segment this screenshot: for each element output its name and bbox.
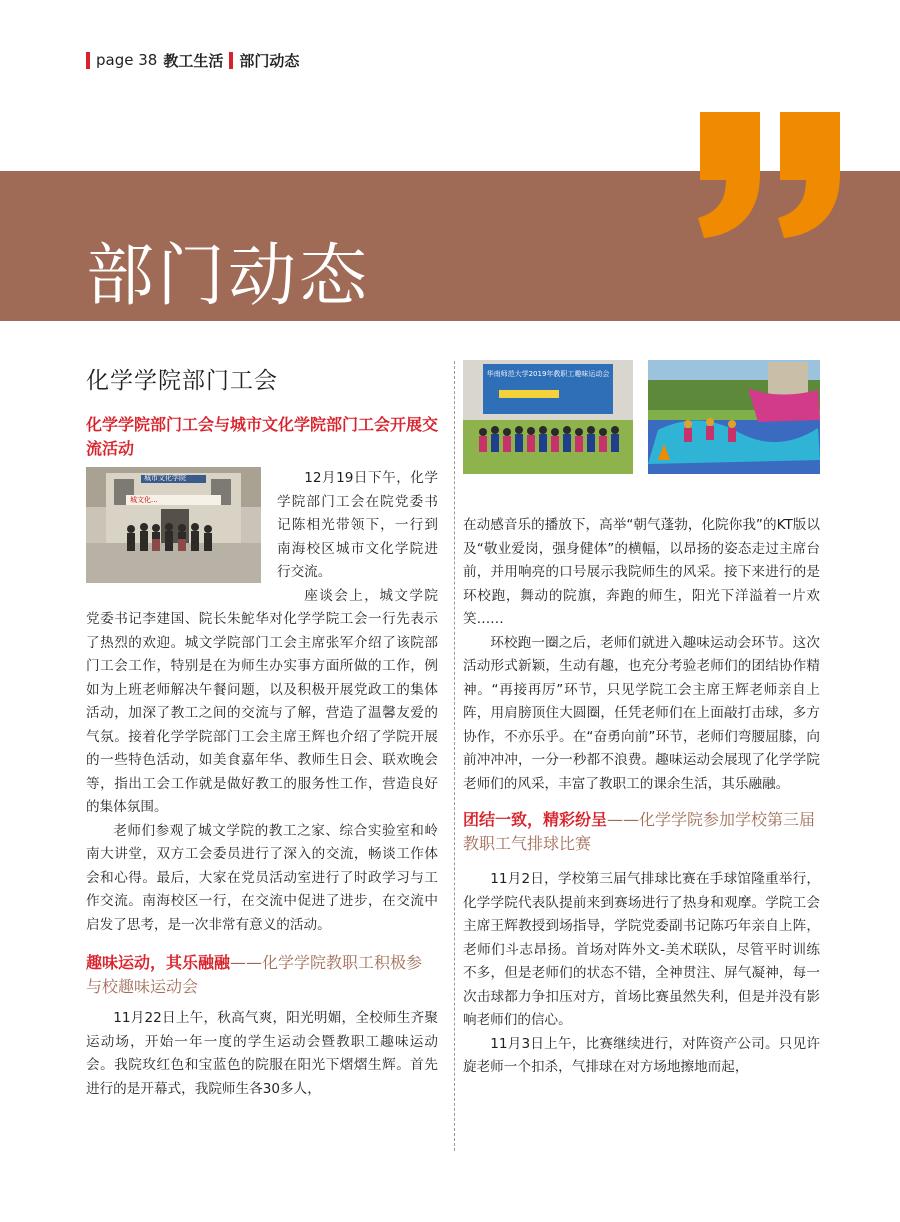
running-header xyxy=(86,48,299,72)
section-title: 化学学院部门工会 xyxy=(86,368,278,394)
page-number: page 38 xyxy=(96,51,158,69)
header-subsection: 部门动态 xyxy=(239,51,300,70)
article-paragraph: 11月22日上午，秋高气爽，阳光明媚，全校师生齐聚运动场，开始一年一度的学生运动会暨教职工趣味运动会。我院玫红色和宝蓝色的院服在阳光下熠熠生辉。首先进行的是开幕式，我院师生各30多人， xyxy=(86,1010,438,1097)
article-paragraph: 11月2日，学校第三届气排球比赛在手球馆隆重举行，化学学院代表队提前来到赛场进行了热身和观摩。学院工会主席王辉教授到场指导，学院党委副书记陈巧年亲自上阵，老师们斗志昂扬。首场对阵外文-美术联队，尽管平时训练不多，但是老师们的状态不错，全神贯注、屏气凝神，每一次击球都力争扣压对方，首场比赛虽然失利，但是并没有影响老师们的信心。 xyxy=(463,871,820,1028)
headline-rest: ——化学学院参加学校第三届教职工气排球比赛 xyxy=(463,810,816,853)
group-photo-city-culture xyxy=(86,467,261,583)
photo-banner-text: 城文化... xyxy=(130,496,158,504)
headline-emphasis: 团结一致，精彩纷呈 xyxy=(463,810,608,829)
article-paragraph: 座谈会上，城文学院党委书记李建国、院长朱鮀华对化学学院工会一行先表示了热烈的欢迎。城文学院部门工会主席张军介绍了该院部门工会工作，特别是在为师生办实事方面所做的工作，例如为上班老师解决午餐问题，以及积极开展党政工的集体活动，加深了教工之间的交流与了解，营造了温馨友爱的气氛。接着化学学院部门工会主席王辉也介绍了学院开展的一些特色活动，如美食嘉年华、教师生日会、联欢晚会等，指出工会工作就是做好教工的服务性工作，营造良好的集体氛围。 xyxy=(86,587,438,815)
quote-mark-icon xyxy=(690,112,850,242)
header-bar xyxy=(229,52,233,69)
article-paragraph: 环校跑一圈之后，老师们就进入趣味运动会环节。这次活动形式新颖，生动有趣，也充分考验老师们的团结协作精神。“再接再厉”环节，只见学院工会主席王辉老师亲自上阵，用肩膀顶住大圆圈，任凭老师们在上面敲打击球，多方协作，不亦乐乎。在“奋勇向前”环节，老师们弯腰屈膝，向前冲冲冲，一分一秒都不浪费。趣味运动会展现了化学学院老师们的风采，丰富了教职工的课余生活，其乐融融。 xyxy=(463,634,820,792)
left-column xyxy=(86,360,438,1101)
headline-rest: ——化学学院教职工积极参与校趣味运动会 xyxy=(86,953,423,996)
article-paragraph: 11月3日上午，比赛继续进行，对阵资产公司。只见许旋老师一个扣杀，气排球在对方场地擦地而起， xyxy=(463,1035,820,1075)
photo-banner-text: 华南师范大学2019年教职工趣味运动会 xyxy=(486,370,610,378)
photo-row xyxy=(463,360,820,474)
column-divider xyxy=(454,361,455,1151)
headline-emphasis: 趣味运动，其乐融融 xyxy=(86,953,231,972)
photo-sign-text: 城市文化学院 xyxy=(144,474,186,482)
article-headline: 化学学院部门工会与城市文化学院部门工会开展交流活动 xyxy=(86,415,439,458)
sports-meet-group-photo xyxy=(463,360,633,474)
photo-illustration xyxy=(86,467,261,583)
header-bar xyxy=(86,52,90,69)
inflatable-game-photo xyxy=(648,360,820,474)
article-paragraph: 12月19日下午，化学学院部门工会在院党委书记陈相光带领下，一行到南海校区城市文化学院进行交流。 xyxy=(277,470,438,580)
header-section: 教工生活 xyxy=(163,51,224,70)
page-title: 部门动态 xyxy=(86,237,371,316)
right-column xyxy=(463,360,820,1080)
article-paragraph: 老师们参观了城文学院的教工之家、综合实验室和岭南大讲堂，双方工会委员进行了深入的交流，畅谈工作体会和心得。最后，大家在党员活动室进行了时政学习与工作交流。南海校区一行，在交流中促进了进步，在交流中启发了思考，是一次非常有意义的活动。 xyxy=(86,822,438,933)
article-headline xyxy=(463,808,820,856)
article-headline xyxy=(86,951,438,999)
photo-illustration xyxy=(648,360,820,474)
article-paragraph: 在动感音乐的播放下，高举“朝气蓬勃，化院你我”的KT版以及“敬业爱岗，强身健体”的横幅，以昂扬的姿态走过主席台前，并用响亮的口号展示我院师生的风采。接下来进行的是环校跑，舞动的院旗，奔跑的师生，阳光下洋溢着一片欢笑…… xyxy=(463,517,820,627)
